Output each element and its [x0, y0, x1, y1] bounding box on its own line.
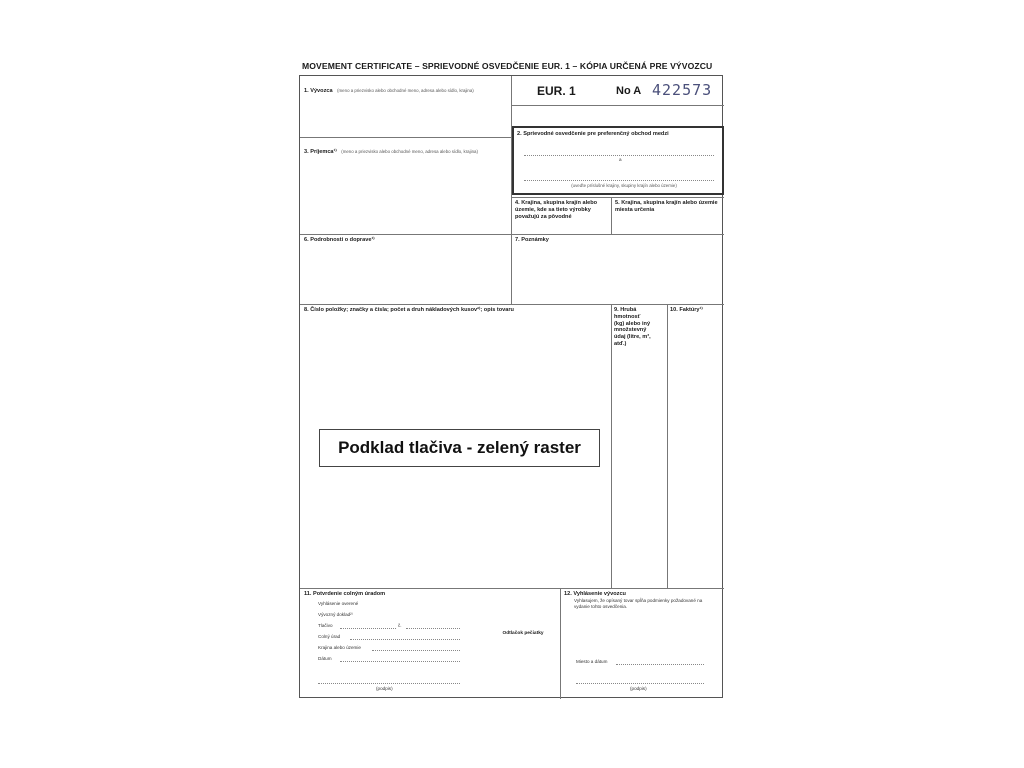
serial-number: 422573 [652, 81, 713, 99]
box11-customs-endorsement [300, 588, 560, 699]
box11-form-label: Tlačivo [318, 623, 333, 628]
divider-box4-box5 [611, 197, 612, 234]
box12-place-date-label: Miesto a dátum [576, 659, 608, 664]
box1-hint: (meno a priezvisko alebo obchodné meno, adresa alebo sídlo, krajina) [337, 88, 474, 93]
number-prefix: No A [616, 85, 642, 97]
box9-gross-mass: 9. Hrubá hmotnosť (kg) alebo iný množstevný údaj (litre, m³, atď.) [614, 307, 651, 347]
box11-country-label: Krajina alebo územie [318, 645, 361, 650]
box12-signature-dotline [576, 683, 704, 684]
box11-export-document: Vývozný doklad²⁾ [318, 612, 353, 617]
divider-box1-box3 [300, 137, 512, 138]
box11-number-label: č. [398, 623, 402, 628]
box11-label: 11. Potvrdenie colným úradom [304, 591, 386, 597]
box3-hint: (meno a priezvisko alebo obchodné meno, adresa alebo sídlo, krajina) [341, 149, 478, 154]
box12-place-date-dotline [616, 664, 704, 665]
box11-signature-dotline [318, 683, 460, 684]
box11-number-dotline [406, 628, 460, 629]
divider-id-row [512, 105, 724, 106]
eur1-title: EUR. 1 [537, 84, 576, 98]
box11-signature-label: (podpis) [376, 686, 393, 691]
divider-box8-box9 [611, 304, 612, 588]
box10-invoices: 10. Faktúry¹⁾ [670, 307, 703, 313]
box1-label: 1. Vývozca [304, 88, 333, 94]
divider-box2-box4 [512, 197, 724, 198]
box11-country-dotline [372, 650, 460, 651]
box11-form-dotline [340, 628, 396, 629]
box3-consignee [304, 140, 504, 158]
eur1-certificate-form [299, 75, 723, 698]
box4-origin-country: 4. Krajina, skupina krajín alebo územie, kde sa tieto výrobky považujú za pôvodné [515, 200, 598, 220]
box12-label: 12. Vyhlásenie vývozcu [564, 591, 626, 597]
box2-conjunction: a [619, 157, 622, 162]
box2-dotline-2 [524, 180, 714, 181]
box2-hint: (uveďte príslušné krajiny, skupiny krajín alebo územie) [571, 183, 677, 188]
box11-customs-office-label: Colný úrad [318, 634, 341, 639]
box8-goods-description: 8. Číslo položky; značky a čísla; počet a druh nákladových kusov²⁾; opis tovaru [304, 307, 514, 313]
box11-date-label: Dátum [318, 656, 332, 661]
box7-remarks: 7. Poznámky [515, 237, 549, 243]
box12-declaration-text: Vyhlasujem, že opísaný tovar spĺňa podmienky požadované na vydanie tohto osvedčenia. [574, 598, 703, 609]
box2-dotline-1 [524, 155, 714, 156]
box6-transport-details: 6. Podrobnosti o doprave¹⁾ [304, 237, 375, 243]
divider-row-goods [300, 304, 724, 305]
box5-destination-country: 5. Krajina, skupina krajín alebo územie miesta určenia [615, 200, 718, 213]
box11-declaration-certified: Vyhlásenie overené [318, 601, 359, 606]
box2-preferential-trade [512, 126, 724, 195]
box11-customs-office-dotline [350, 639, 460, 640]
box12-signature-label: (podpis) [630, 686, 647, 691]
box11-date-dotline [340, 661, 460, 662]
form-header-title: MOVEMENT CERTIFICATE – SPRIEVODNÉ OSVEDČENIE EUR. 1 – KÓPIA URČENÁ PRE VÝVOZCU [302, 61, 713, 71]
green-raster-notice: Podklad tlačiva - zelený raster [319, 429, 600, 467]
box2-label: 2. Sprievodné osvedčenie pre preferenčný obchod medzi [517, 131, 669, 137]
divider-row-transport [300, 234, 724, 235]
box11-stamp-label: Odtlačok pečiatky [502, 631, 544, 636]
divider-box6-box7 [511, 234, 512, 304]
box1-exporter [304, 79, 504, 97]
box12-exporter-declaration [560, 588, 724, 699]
divider-box9-box10 [667, 304, 668, 588]
box3-label: 3. Príjemca¹⁾ [304, 149, 337, 155]
